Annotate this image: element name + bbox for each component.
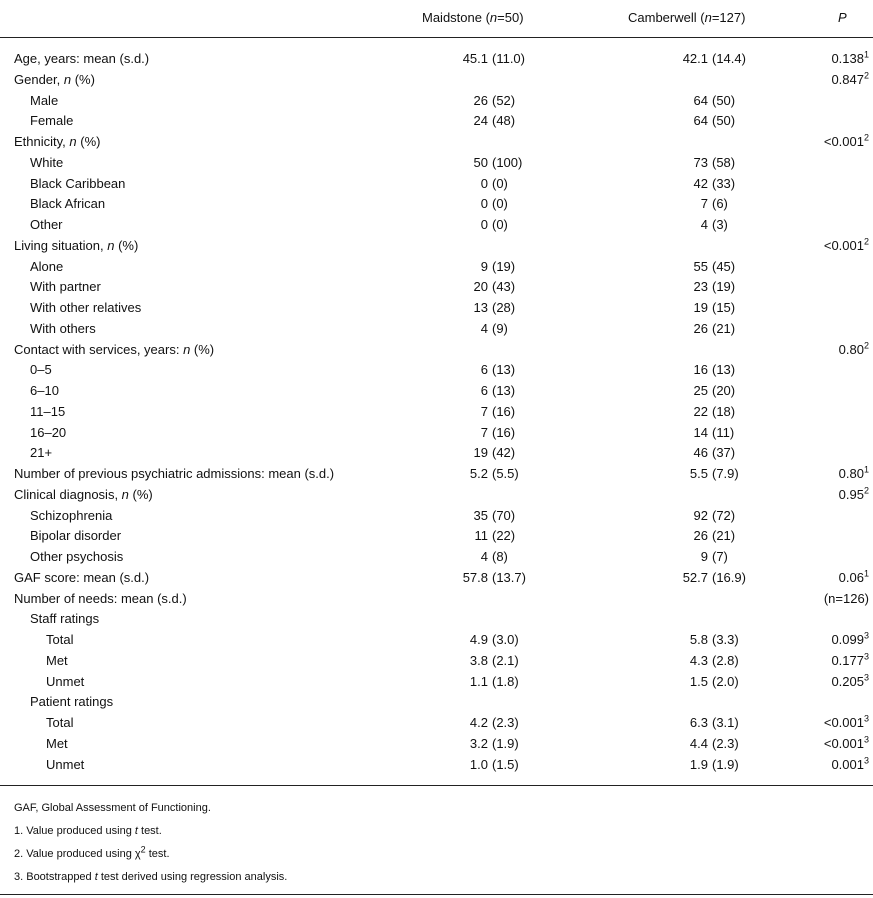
p-value-footnote: 3 bbox=[863, 651, 869, 662]
camberwell-value: 42.1 bbox=[682, 51, 708, 66]
p-value-text: <0.001 bbox=[823, 134, 864, 149]
maidstone-percent: (11.0) bbox=[492, 51, 525, 66]
camberwell-percent: (3) bbox=[712, 217, 728, 232]
p-value bbox=[824, 733, 869, 754]
table-row bbox=[0, 48, 873, 69]
row-label-text: Unmet bbox=[46, 673, 85, 689]
p-value-footnote: 1 bbox=[863, 568, 869, 579]
table-row bbox=[0, 214, 873, 235]
row-label bbox=[14, 48, 149, 69]
row-label bbox=[30, 276, 101, 297]
maidstone-percent: (13.7) bbox=[492, 569, 526, 585]
row-label bbox=[30, 214, 63, 235]
table-row bbox=[0, 318, 873, 339]
row-label bbox=[46, 629, 73, 650]
row-label bbox=[46, 712, 73, 733]
header-p-text: P bbox=[838, 10, 847, 25]
row-label bbox=[14, 69, 95, 90]
maidstone-value: 57.8 bbox=[462, 569, 488, 585]
maidstone-value: 3.8 bbox=[469, 652, 488, 668]
table-row bbox=[0, 297, 873, 318]
row-label-text: Black Caribbean bbox=[30, 175, 126, 191]
row-label bbox=[46, 733, 68, 754]
maidstone-percent: (28) bbox=[492, 300, 516, 315]
camberwell-value: 64 bbox=[693, 113, 708, 129]
maidstone-percent: (19) bbox=[492, 258, 516, 274]
maidstone-value: 19 bbox=[473, 445, 488, 461]
row-label-text: Female bbox=[30, 113, 74, 129]
camberwell-value: 5.8 bbox=[689, 632, 708, 647]
row-label bbox=[30, 110, 73, 131]
p-value-footnote: 1 bbox=[863, 49, 869, 60]
maidstone-percent: (48) bbox=[492, 113, 516, 129]
camberwell-value: 7 bbox=[700, 196, 708, 212]
maidstone-value: 4.9 bbox=[469, 632, 488, 647]
row-label-text: Other psychosis bbox=[30, 549, 124, 564]
footnote-3-ital: t bbox=[94, 871, 98, 883]
maidstone-percent: (0) bbox=[492, 196, 508, 212]
p-value: (n=126) bbox=[823, 590, 869, 606]
row-label-text: Patient ratings bbox=[30, 694, 114, 710]
row-label bbox=[46, 671, 84, 692]
row-label-italic: n bbox=[183, 341, 191, 357]
row-label-end: (%) bbox=[71, 71, 95, 87]
table-row bbox=[0, 588, 873, 609]
p-value bbox=[839, 463, 869, 484]
camberwell-percent: (7.9) bbox=[712, 466, 739, 481]
row-label-text: Schizophrenia bbox=[30, 507, 113, 523]
footnote-1-ital: t bbox=[134, 825, 138, 837]
maidstone-percent: (13) bbox=[492, 383, 516, 398]
row-label bbox=[14, 463, 334, 484]
table-row bbox=[0, 339, 873, 360]
maidstone-value: 24 bbox=[473, 113, 488, 129]
camberwell-percent: (2.0) bbox=[712, 673, 739, 689]
maidstone-value: 4.2 bbox=[469, 715, 488, 730]
maidstone-percent: (43) bbox=[492, 279, 516, 295]
row-label bbox=[30, 442, 52, 463]
header-camberwell-count: =127) bbox=[711, 10, 746, 25]
footnote-1 bbox=[14, 824, 162, 838]
table-row bbox=[0, 671, 873, 692]
camberwell-value: 4 bbox=[700, 217, 708, 232]
p-value-text: <0.001 bbox=[823, 735, 864, 751]
p-value-footnote: 1 bbox=[863, 464, 869, 475]
maidstone-percent: (1.5) bbox=[492, 756, 519, 772]
maidstone-value: 20 bbox=[473, 279, 488, 295]
row-label-text: With partner bbox=[30, 279, 101, 295]
table-row bbox=[0, 90, 873, 111]
camberwell-percent: (2.8) bbox=[712, 652, 739, 668]
maidstone-value: 26 bbox=[473, 92, 488, 108]
maidstone-value: 0 bbox=[480, 196, 488, 212]
camberwell-value: 26 bbox=[693, 320, 708, 336]
maidstone-value: 1.0 bbox=[469, 756, 488, 772]
maidstone-value: 7 bbox=[480, 403, 488, 419]
p-value-text: 0.001 bbox=[831, 756, 864, 772]
maidstone-value: 6 bbox=[480, 362, 488, 378]
maidstone-percent: (3.0) bbox=[492, 632, 519, 647]
maidstone-percent: (1.8) bbox=[492, 673, 519, 689]
camberwell-percent: (3.1) bbox=[712, 715, 739, 730]
row-label bbox=[30, 422, 66, 443]
row-label-text: 11–15 bbox=[30, 403, 66, 419]
row-label bbox=[46, 754, 84, 775]
p-value bbox=[839, 567, 869, 588]
table-row bbox=[0, 712, 873, 733]
maidstone-value: 5.2 bbox=[469, 466, 488, 481]
camberwell-value: 64 bbox=[693, 92, 708, 108]
camberwell-value: 46 bbox=[693, 445, 708, 461]
camberwell-value: 9 bbox=[700, 549, 708, 564]
footnote-2-post: test. bbox=[145, 848, 170, 860]
camberwell-value: 16 bbox=[693, 362, 708, 378]
table-row bbox=[0, 152, 873, 173]
p-value-footnote: 2 bbox=[863, 132, 869, 143]
table-row bbox=[0, 629, 873, 650]
row-label-text: Gender, bbox=[14, 71, 64, 87]
camberwell-value: 26 bbox=[693, 528, 708, 544]
maidstone-percent: (2.3) bbox=[492, 715, 519, 730]
p-value-footnote: 3 bbox=[863, 672, 869, 683]
camberwell-percent: (3.3) bbox=[712, 632, 739, 647]
row-label-text: 16–20 bbox=[30, 424, 67, 440]
camberwell-percent: (1.9) bbox=[712, 756, 739, 772]
row-label-text: With other relatives bbox=[30, 300, 142, 315]
camberwell-value: 92 bbox=[693, 507, 708, 523]
row-label-text: Contact with services, years: bbox=[14, 341, 184, 357]
row-label bbox=[30, 152, 63, 173]
table-row bbox=[0, 110, 873, 131]
row-label-text: 21+ bbox=[30, 445, 53, 461]
maidstone-percent: (16) bbox=[492, 403, 516, 419]
camberwell-value: 19 bbox=[693, 300, 708, 315]
maidstone-percent: (22) bbox=[492, 528, 516, 544]
header-maidstone-n: n bbox=[489, 10, 498, 25]
row-label-text: Total bbox=[46, 715, 74, 730]
camberwell-percent: (2.3) bbox=[712, 735, 739, 751]
p-value bbox=[831, 69, 869, 90]
footnote-2-sup: 2 bbox=[140, 844, 146, 855]
row-label-text: Other bbox=[30, 217, 63, 232]
row-label bbox=[30, 691, 113, 712]
p-value bbox=[839, 339, 869, 360]
camberwell-percent: (21) bbox=[712, 320, 736, 336]
table-row bbox=[0, 235, 873, 256]
row-label bbox=[30, 505, 112, 526]
row-label bbox=[30, 90, 58, 111]
maidstone-percent: (2.1) bbox=[492, 652, 519, 668]
maidstone-value: 7 bbox=[480, 424, 488, 440]
p-value-footnote: 2 bbox=[863, 70, 869, 81]
footnote-abbrev: GAF, Global Assessment of Functioning. bbox=[14, 802, 211, 814]
row-label-text: With others bbox=[30, 320, 96, 336]
p-value-footnote: 3 bbox=[863, 755, 869, 766]
row-label-end: (%) bbox=[114, 237, 139, 253]
row-label-text: White bbox=[30, 154, 64, 170]
camberwell-percent: (50) bbox=[712, 113, 736, 129]
table-row bbox=[0, 69, 873, 90]
table-row bbox=[0, 463, 873, 484]
maidstone-percent: (0) bbox=[492, 217, 508, 232]
footnote-3-pre: 3. Bootstrapped bbox=[14, 871, 95, 883]
p-value-footnote: 3 bbox=[863, 630, 869, 641]
maidstone-percent: (100) bbox=[492, 154, 523, 170]
maidstone-value: 9 bbox=[480, 258, 488, 274]
p-value-text: 0.95 bbox=[838, 486, 864, 502]
table-row bbox=[0, 131, 873, 152]
row-label-text: Alone bbox=[30, 258, 64, 274]
row-label bbox=[30, 173, 125, 194]
row-label bbox=[14, 339, 214, 360]
camberwell-percent: (33) bbox=[712, 175, 736, 191]
maidstone-value: 4 bbox=[480, 549, 488, 564]
p-value-footnote: 2 bbox=[863, 236, 869, 247]
maidstone-value: 0 bbox=[480, 175, 488, 191]
table-row bbox=[0, 525, 873, 546]
camberwell-percent: (20) bbox=[712, 383, 736, 398]
row-label-text: Bipolar disorder bbox=[30, 528, 122, 544]
footnote-2 bbox=[14, 844, 170, 861]
maidstone-percent: (0) bbox=[492, 175, 508, 191]
camberwell-value: 22 bbox=[693, 403, 708, 419]
row-label-text: Living situation, bbox=[14, 237, 108, 253]
camberwell-percent: (18) bbox=[712, 403, 736, 419]
camberwell-percent: (45) bbox=[712, 258, 736, 274]
camberwell-value: 23 bbox=[693, 279, 708, 295]
footnote-1-pre: 1. Value produced using bbox=[14, 825, 135, 837]
row-label-text: GAF score: mean (s.d.) bbox=[14, 569, 150, 585]
maidstone-value: 35 bbox=[473, 507, 488, 523]
p-value bbox=[831, 671, 869, 692]
p-value-text: 0.205 bbox=[831, 673, 864, 689]
row-label bbox=[30, 193, 105, 214]
row-label-text: Ethnicity, bbox=[14, 134, 70, 149]
row-label bbox=[46, 650, 68, 671]
p-value bbox=[831, 754, 869, 775]
row-label-text: Black African bbox=[30, 196, 106, 212]
maidstone-percent: (42) bbox=[492, 445, 516, 461]
row-label-text: 0–5 bbox=[30, 362, 52, 378]
camberwell-percent: (21) bbox=[712, 528, 736, 544]
header-camberwell bbox=[628, 10, 745, 25]
table-row bbox=[0, 733, 873, 754]
p-value-text: <0.001 bbox=[823, 237, 864, 253]
row-label-end: (%) bbox=[76, 134, 101, 149]
camberwell-percent: (50) bbox=[712, 92, 736, 108]
row-label bbox=[14, 131, 100, 152]
p-value-footnote: 3 bbox=[863, 713, 869, 724]
row-label-italic: n bbox=[63, 71, 72, 87]
row-label-italic: n bbox=[69, 134, 77, 149]
row-label-text: Staff ratings bbox=[30, 611, 100, 627]
row-label-text: Unmet bbox=[46, 756, 85, 772]
row-label-end: (%) bbox=[128, 486, 153, 502]
table-row bbox=[0, 380, 873, 401]
table-row bbox=[0, 359, 873, 380]
maidstone-value: 0 bbox=[480, 217, 488, 232]
row-label-text: Number of previous psychiatric admissions: mean (s.d.) bbox=[14, 466, 335, 481]
table-row bbox=[0, 173, 873, 194]
p-value bbox=[831, 629, 869, 650]
row-label bbox=[14, 235, 138, 256]
p-value-footnote: 2 bbox=[863, 340, 869, 351]
row-label bbox=[14, 588, 187, 609]
row-label-text: Male bbox=[30, 92, 59, 108]
table-row bbox=[0, 401, 873, 422]
p-value bbox=[839, 484, 869, 505]
camberwell-percent: (7) bbox=[712, 549, 728, 564]
camberwell-value: 4.4 bbox=[689, 735, 708, 751]
p-value-footnote: 2 bbox=[863, 485, 869, 496]
table-row bbox=[0, 256, 873, 277]
maidstone-value: 3.2 bbox=[469, 735, 488, 751]
p-value-text: <0.001 bbox=[823, 715, 864, 730]
maidstone-value: 4 bbox=[480, 320, 488, 336]
camberwell-percent: (6) bbox=[712, 196, 728, 212]
row-label-text: Age, years: mean (s.d.) bbox=[14, 51, 150, 66]
row-label bbox=[30, 297, 141, 318]
maidstone-percent: (52) bbox=[492, 92, 516, 108]
maidstone-value: 1.1 bbox=[469, 673, 488, 689]
maidstone-value: 50 bbox=[473, 154, 488, 170]
p-value-text: 0.80 bbox=[838, 466, 864, 481]
maidstone-percent: (70) bbox=[492, 507, 516, 523]
table-row bbox=[0, 442, 873, 463]
table-row bbox=[0, 505, 873, 526]
row-label-text: 6–10 bbox=[30, 383, 59, 398]
row-label bbox=[30, 359, 52, 380]
p-value bbox=[824, 712, 869, 733]
row-label bbox=[14, 484, 153, 505]
row-label-italic: n bbox=[121, 486, 129, 502]
p-value-text: 0.06 bbox=[838, 569, 864, 585]
camberwell-percent: (14.4) bbox=[712, 51, 746, 66]
row-label-italic: n bbox=[107, 237, 115, 253]
camberwell-percent: (11) bbox=[712, 424, 735, 440]
p-value bbox=[831, 48, 869, 69]
row-label-end: (%) bbox=[190, 341, 215, 357]
table-row bbox=[0, 691, 873, 712]
row-label-text: Clinical diagnosis, bbox=[14, 486, 122, 502]
row-label bbox=[30, 318, 96, 339]
row-label bbox=[30, 608, 99, 629]
camberwell-value: 1.5 bbox=[689, 673, 708, 689]
camberwell-percent: (19) bbox=[712, 279, 736, 295]
p-value-text: 0.80 bbox=[838, 341, 864, 357]
table-row bbox=[0, 276, 873, 297]
footnote-2-pre: 2. Value produced using χ bbox=[14, 848, 141, 860]
maidstone-percent: (13) bbox=[492, 362, 516, 378]
row-label-text: Total bbox=[46, 632, 74, 647]
p-value-text: 0.847 bbox=[831, 71, 864, 87]
table-row bbox=[0, 193, 873, 214]
maidstone-value: 11 bbox=[474, 528, 488, 544]
camberwell-value: 73 bbox=[693, 154, 708, 170]
header-maidstone-count: =50) bbox=[497, 10, 524, 25]
camberwell-percent: (16.9) bbox=[712, 569, 746, 585]
table-row bbox=[0, 754, 873, 775]
row-label bbox=[30, 525, 121, 546]
camberwell-percent: (37) bbox=[712, 445, 736, 461]
row-label bbox=[30, 546, 123, 567]
p-value bbox=[824, 131, 869, 152]
table-row bbox=[0, 567, 873, 588]
header-maidstone-text: Maidstone ( bbox=[422, 10, 490, 25]
camberwell-value: 5.5 bbox=[689, 466, 708, 481]
row-label-text: Met bbox=[46, 735, 68, 751]
footnote-1-post: test. bbox=[137, 825, 162, 837]
p-value bbox=[824, 235, 869, 256]
row-label bbox=[30, 256, 63, 277]
camberwell-value: 14 bbox=[693, 424, 708, 440]
p-value-text: 0.138 bbox=[831, 51, 864, 66]
table-bottom-rule bbox=[0, 785, 873, 786]
p-value-footnote: 3 bbox=[863, 734, 869, 745]
maidstone-percent: (8) bbox=[492, 549, 508, 564]
p-value bbox=[831, 650, 869, 671]
maidstone-percent: (1.9) bbox=[492, 735, 519, 751]
camberwell-percent: (72) bbox=[712, 507, 736, 523]
camberwell-percent: (13) bbox=[712, 362, 736, 378]
header-maidstone bbox=[422, 10, 524, 25]
camberwell-value: 42 bbox=[693, 175, 708, 191]
maidstone-value: 45.1 bbox=[462, 51, 488, 66]
maidstone-value: 6 bbox=[480, 383, 488, 398]
row-label-text: Met bbox=[46, 652, 68, 668]
p-value-text: 0.177 bbox=[831, 652, 864, 668]
maidstone-percent: (9) bbox=[492, 320, 508, 336]
table-row bbox=[0, 484, 873, 505]
row-label bbox=[14, 567, 149, 588]
maidstone-value: 13 bbox=[473, 300, 488, 315]
row-label bbox=[30, 401, 65, 422]
camberwell-value: 55 bbox=[693, 258, 708, 274]
camberwell-percent: (58) bbox=[712, 154, 736, 170]
camberwell-value: 4.3 bbox=[689, 652, 708, 668]
camberwell-value: 6.3 bbox=[689, 715, 708, 730]
maidstone-percent: (16) bbox=[492, 424, 516, 440]
footnote-3-post: test derived using regression analysis. bbox=[97, 871, 288, 883]
row-label bbox=[30, 380, 59, 401]
table-row bbox=[0, 650, 873, 671]
footnote-3 bbox=[14, 870, 287, 884]
camberwell-value: 52.7 bbox=[682, 569, 708, 585]
camberwell-value: 25 bbox=[693, 383, 708, 398]
header-p bbox=[838, 10, 847, 25]
p-value-text: 0.099 bbox=[831, 632, 864, 647]
table-row bbox=[0, 546, 873, 567]
table-row bbox=[0, 608, 873, 629]
header-camberwell-text: Camberwell ( bbox=[628, 10, 705, 25]
table-row bbox=[0, 422, 873, 443]
page-bottom-rule bbox=[0, 894, 873, 895]
header-rule bbox=[0, 37, 873, 38]
camberwell-percent: (15) bbox=[712, 300, 736, 315]
header-camberwell-n: n bbox=[704, 10, 712, 25]
camberwell-value: 1.9 bbox=[689, 756, 708, 772]
row-label-text: Number of needs: mean (s.d.) bbox=[14, 590, 187, 606]
maidstone-percent: (5.5) bbox=[492, 466, 519, 481]
